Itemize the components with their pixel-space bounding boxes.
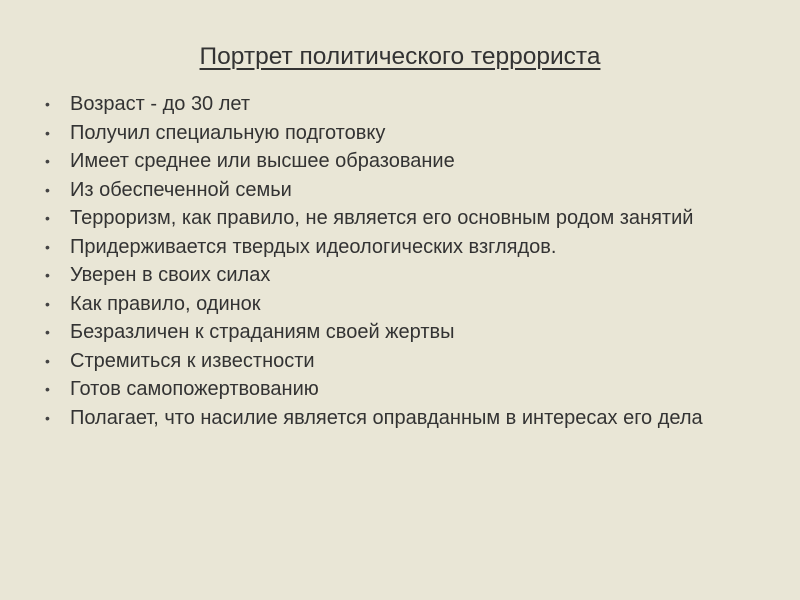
list-item bbox=[44, 93, 764, 115]
list-item bbox=[44, 378, 764, 400]
bullet-list bbox=[44, 93, 764, 435]
list-item bbox=[44, 407, 764, 429]
list-item-text: Получил специальную подготовку bbox=[70, 121, 386, 144]
list-item bbox=[44, 122, 764, 144]
bullet-icon: • bbox=[45, 381, 50, 397]
list-item-text: Готов самопожертвованию bbox=[70, 378, 319, 400]
bullet-icon: • bbox=[45, 295, 50, 312]
bullet-icon: • bbox=[45, 96, 50, 112]
list-item-text: Из обеспеченной семьи bbox=[70, 178, 292, 201]
bullet-icon: • bbox=[45, 324, 50, 340]
bullet-icon: • bbox=[45, 352, 50, 369]
bullet-icon: • bbox=[45, 153, 50, 169]
list-item-text: Уверен в своих силах bbox=[70, 264, 271, 286]
list-item bbox=[44, 236, 764, 258]
list-item-text: Имеет среднее или высшее образование bbox=[70, 150, 455, 172]
list-item-text: Безразличен к страданиям своей жертвы bbox=[70, 321, 455, 343]
list-item-text: Стремиться к известности bbox=[70, 349, 315, 372]
bullet-icon: • bbox=[45, 409, 50, 426]
list-item bbox=[44, 293, 764, 315]
bullet-icon: • bbox=[45, 210, 50, 226]
bullet-icon: • bbox=[45, 238, 50, 255]
list-item bbox=[44, 207, 764, 229]
list-item-text: Полагает, что насилие является оправданным в интересах его дела bbox=[70, 406, 703, 429]
list-item-text: Как правило, одинок bbox=[70, 292, 261, 315]
list-item-text: Терроризм, как правило, не является его основным родом занятий bbox=[70, 207, 694, 229]
list-item bbox=[44, 350, 764, 372]
bullet-icon: • bbox=[45, 267, 50, 283]
list-item-text: Придерживается твердых идеологических взглядов. bbox=[70, 235, 557, 258]
list-item bbox=[44, 264, 764, 286]
slide-title: Портрет политического террориста bbox=[199, 43, 601, 70]
bullet-icon: • bbox=[45, 124, 50, 141]
list-item-text: Возраст - до 30 лет bbox=[70, 93, 251, 115]
list-item bbox=[44, 179, 764, 201]
list-item bbox=[44, 321, 764, 343]
list-item bbox=[44, 150, 764, 172]
bullet-icon: • bbox=[45, 181, 50, 198]
